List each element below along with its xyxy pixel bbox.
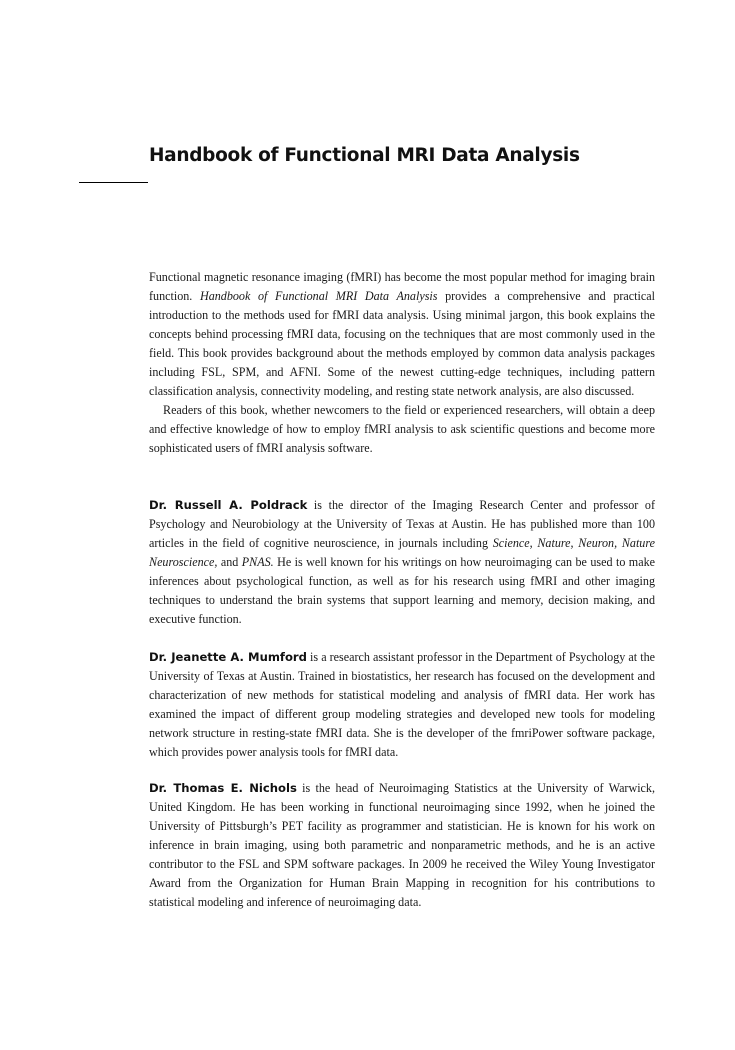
author-name: Dr. Thomas E. Nichols — [149, 781, 297, 795]
journal-names: PNAS. — [241, 555, 274, 569]
author-bio-text: and — [217, 555, 242, 569]
book-title: Handbook of Functional MRI Data Analysis — [149, 145, 580, 166]
author-bio-text: He is well known for his writings on how neuroimaging can be used to make inferences about psychological function, as well as for his research using fMRI and other imaging techniques to understand the brain systems that support learning and memory, decision making, and executive function. — [149, 555, 655, 626]
author-bio-nichols — [149, 779, 655, 912]
author-name: Dr. Russell A. Poldrack — [149, 498, 308, 512]
author-bio-text: is the director of the Imaging Research Center and professor of Psychology and Neurobiology at the University of Texas at Austin. He has published more than 100 articles in the field of cognitive neuroscience, in journals including — [149, 498, 655, 550]
author-bio-poldrack — [149, 496, 655, 629]
author-bio-text: is the head of Neuroimaging Statistics at the University of Warwick, United Kingdom. He has been working in functional neuroimaging since 1992, when he joined the University of Pittsburgh’s PET facility as programmer and statistician. He is known for his work on inference in brain imaging, using both parametric and nonparametric methods, and he is an active contributor to the FSL and SPM software packages. In 2009 he received the Wiley Young Investigator Award from the Organization for Human Brain Mapping in recognition for his contributions to statistical modeling and inference of neuroimaging data. — [149, 781, 655, 909]
author-bio-mumford — [149, 648, 655, 762]
description-text: Functional magnetic resonance imaging (fMRI) has become the most popular method for imaging brain function. — [149, 270, 655, 303]
description-paragraph-2: Readers of this book, whether newcomers to the field or experienced researchers, will obtain a deep and effective knowledge of how to employ fMRI analysis to ask scientific questions and become more sophisticated users of fMRI analysis software. — [149, 403, 655, 455]
description-paragraph-1 — [149, 268, 655, 401]
author-bio-text: is a research assistant professor in the Department of Psychology at the University of Texas at Austin. Trained in biostatistics, her research has focused on the development and characterization of new methods for statistical modeling and analysis of fMRI data. Her work has examined the impact of different group modeling strategies and developed new tools for modeling network structure in resting-state fMRI data. She is the developer of the fmriPower software package, which provides power analysis tools for fMRI data. — [149, 650, 655, 759]
description-text: provides a comprehensive and practical introduction to the methods used for fMRI data analysis. Using minimal jargon, this book explains the concepts behind processing fMRI data, focusing on the techniques that are most commonly used in the field. This book provides background about the methods employed by common data analysis packages including FSL, SPM, and AFNI. Some of the newest cutting-edge techniques, including pattern classification analysis, connectivity modeling, and resting state network analysis, are also discussed. — [149, 289, 655, 398]
author-name: Dr. Jeanette A. Mumford — [149, 650, 307, 664]
title-rule — [79, 182, 148, 183]
book-title-italic: Handbook of Functional MRI Data Analysis — [199, 289, 438, 303]
journal-names: Science, Nature, Neuron, Nature Neuroscience, — [149, 536, 655, 569]
book-description — [149, 268, 655, 458]
